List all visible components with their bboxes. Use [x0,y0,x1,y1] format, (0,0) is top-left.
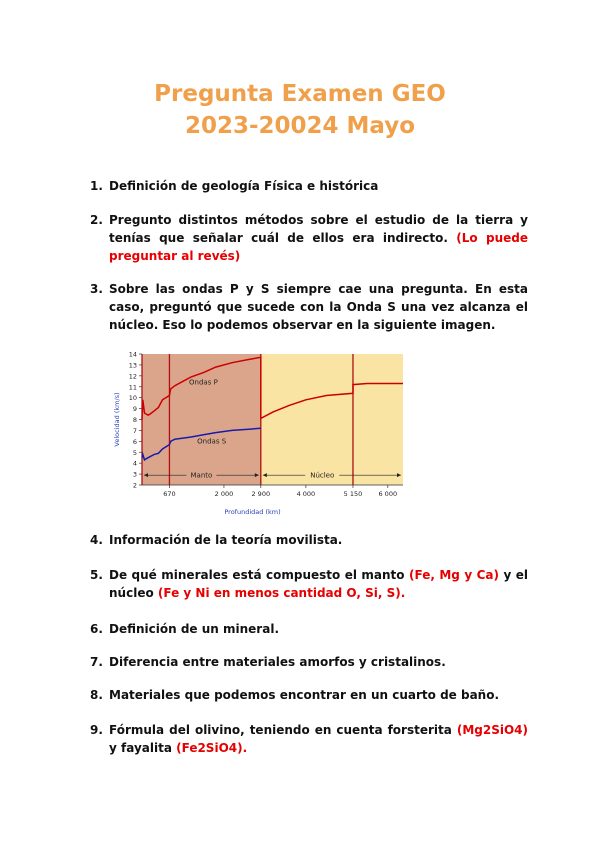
question-text: Definición de geología Física e histórica [109,179,379,193]
region-label-manto: Manto [190,471,213,480]
question-text: y el núcleo [109,568,528,600]
y-tick-label: 6 [132,437,137,446]
page-title-line2: 2023-20024 Mayo [184,113,416,139]
question-3 [90,280,528,334]
question-body [109,721,528,757]
y-tick-label: 12 [128,372,137,381]
y-tick-label: 2 [132,481,137,490]
y-tick-label: 8 [132,416,137,424]
y-tick-label: 14 [128,350,137,359]
question-number: 3. [90,282,103,296]
page-title-line1: Pregunta Examen GEO [154,81,446,107]
question-number: 2. [90,213,103,227]
question-6 [90,620,528,638]
y-tick-label: 4 [132,459,137,468]
y-tick-label: 11 [128,383,137,392]
question-body [109,211,528,265]
question-8 [90,686,528,704]
question-text: De qué minerales está compuesto el manto [109,568,405,582]
question-number: 4. [90,533,103,547]
question-number: 8. [90,688,103,702]
series-label-ondas-p: Ondas P [189,378,218,387]
x-axis-label: Profundidad (km) [224,508,281,516]
y-tick-label: 3 [132,470,137,479]
x-tick-label: 670 [163,490,176,498]
y-tick-label: 5 [132,448,137,457]
question-number: 1. [90,179,103,193]
question-note: (Fe, Mg y Ca) [409,568,499,582]
x-tick-label: 2 900 [251,490,271,498]
region-núcleo [261,354,403,485]
x-tick-label: 6 000 [378,490,398,498]
y-tick-label: 13 [128,361,137,370]
x-tick-label: 2 000 [214,490,234,498]
question-5 [90,566,528,602]
question-note: (Lo puede preguntar al revés) [109,231,528,263]
question-number: 7. [90,655,103,669]
y-tick-label: 7 [132,426,137,435]
y-tick-label: 9 [132,405,137,414]
question-text: Sobre las ondas P y S siempre cae una pregunta. En esta caso, preguntó que sucede con la Onda S una vez alcanza el núcleo. Eso lo podemos observar en la siguiente imagen. [109,282,528,332]
x-tick-label: 4 000 [296,490,316,498]
question-text: Definición de un mineral. [109,622,279,636]
question-number: 6. [90,622,103,636]
question-text: Fórmula del olivino, teniendo en cuenta forsterita [109,723,452,737]
question-4 [90,531,528,549]
y-tick-label: 10 [128,394,137,403]
question-note: (Mg2SiO4) [456,723,528,737]
question-text: Información de la teoría movilista. [109,533,343,547]
question-9 [90,721,528,757]
region-label-nucleo: Núcleo [310,471,335,480]
question-text: Pregunto distintos métodos sobre el estudio de la tierra y tenías que señalar cuál de ellos era indirecto. [109,213,528,245]
question-2 [90,211,528,265]
question-note: (Fe2SiO4). [176,741,248,755]
question-text: Diferencia entre materiales amorfos y cristalinos. [109,655,446,669]
y-axis-label: Velocidad (km/s) [113,392,121,447]
question-text: y fayalita [109,741,172,755]
x-tick-label: 5 150 [343,490,363,498]
series-label-ondas-s: Ondas S [197,437,227,446]
question-note: (Fe y Ni en menos cantidad O, Si, S). [157,586,406,600]
seismic-velocity-chart [113,346,408,518]
question-7 [90,653,528,671]
question-number: 9. [90,723,103,737]
question-number: 5. [90,568,103,582]
question-text: Materiales que podemos encontrar en un cuarto de baño. [109,688,500,702]
question-body [109,566,528,602]
question-1 [90,177,528,195]
